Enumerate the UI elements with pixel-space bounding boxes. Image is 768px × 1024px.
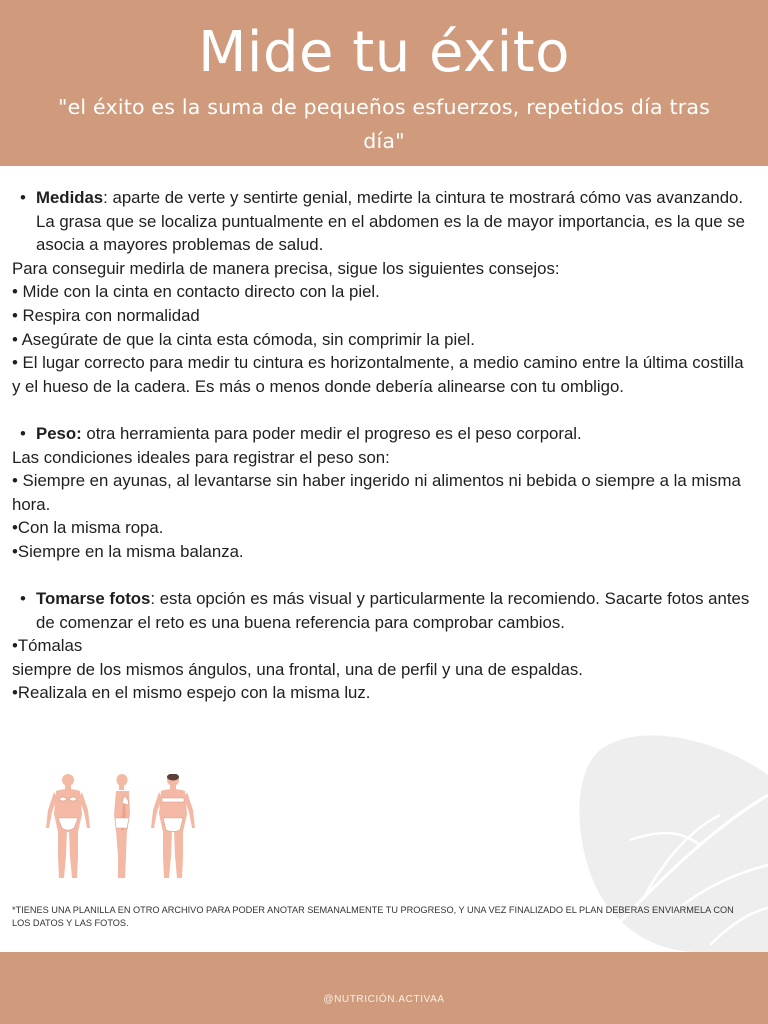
footer-banner: [0, 952, 768, 1024]
tip-item: •Siempre en la misma balanza.: [12, 541, 244, 561]
section-medidas: [12, 186, 752, 257]
page-title: Mide tu éxito: [198, 20, 570, 85]
section-term: Peso:: [36, 423, 82, 443]
bullet-icon: •: [20, 589, 26, 609]
spacer: [12, 564, 752, 588]
section-intro: Para conseguir medirla de manera precisa, sigue los siguientes consejos:: [12, 258, 560, 278]
main-content: [12, 186, 752, 705]
section-text: : esta opción es más visual y particularmente la recomiendo. Sacarte fotos antes de comenzar el reto es una buena referencia para comprobar cambios.: [36, 589, 750, 632]
bullet-icon: •: [20, 188, 26, 207]
section-text: : aparte de verte y sentirte genial, medirte la cintura te mostrará cómo vas avanzando. La grasa que se localiza puntualmente en el abdomen es la de mayor importancia, es la que se asocia a mayores problemas de salud.: [36, 188, 745, 255]
bullet-icon: •: [20, 423, 26, 443]
header-banner: [0, 0, 768, 166]
tip-item: •Con la misma ropa.: [12, 518, 164, 538]
section-peso: [12, 422, 752, 446]
body-poses-illustration: [40, 774, 205, 884]
tip-item: •Tómalas: [12, 636, 83, 656]
tip-item: • Respira con normalidad: [12, 305, 200, 325]
section-intro: Las condiciones ideales para registrar el peso son:: [12, 447, 390, 467]
tip-item: siempre de los mismos ángulos, una frontal, una de perfil y una de espaldas.: [12, 659, 583, 679]
spacer: [12, 398, 752, 422]
tip-item: • Mide con la cinta en contacto directo con la piel.: [12, 282, 380, 302]
tip-item: • El lugar correcto para medir tu cintura es horizontalmente, a medio camino entre la última costilla y el hueso de la cadera. Es más o menos donde debería alinearse con tu ombligo.: [12, 353, 744, 396]
section-text: otra herramienta para poder medir el progreso es el peso corporal.: [81, 423, 582, 443]
tip-item: •Realizala en el mismo espejo con la misma luz.: [12, 683, 371, 703]
section-term: Medidas: [36, 188, 104, 207]
header-quote: "el éxito es la suma de pequeños esfuerzos, repetidos día tras día": [57, 95, 710, 153]
section-fotos: [12, 587, 752, 634]
section-term: Tomarse fotos: [36, 589, 151, 609]
footnote: *TIENES UNA PLANILLA EN OTRO ARCHIVO PARA PODER ANOTAR SEMANALMENTE TU PROGRESO, Y UNA VEZ FINALIZADO EL PLAN DEBERAS ENVIARMELA CON LOS DATOS Y LAS FOTOS.: [12, 905, 734, 928]
tip-item: • Siempre en ayunas, al levantarse sin haber ingerido ni alimentos ni bebida o siempre a la misma hora.: [12, 471, 741, 514]
tip-item: • Asegúrate de que la cinta esta cómoda, sin comprimir la piel.: [12, 329, 475, 349]
author-handle: @NUTRICIÓN.ACTIVAA: [323, 994, 445, 1005]
